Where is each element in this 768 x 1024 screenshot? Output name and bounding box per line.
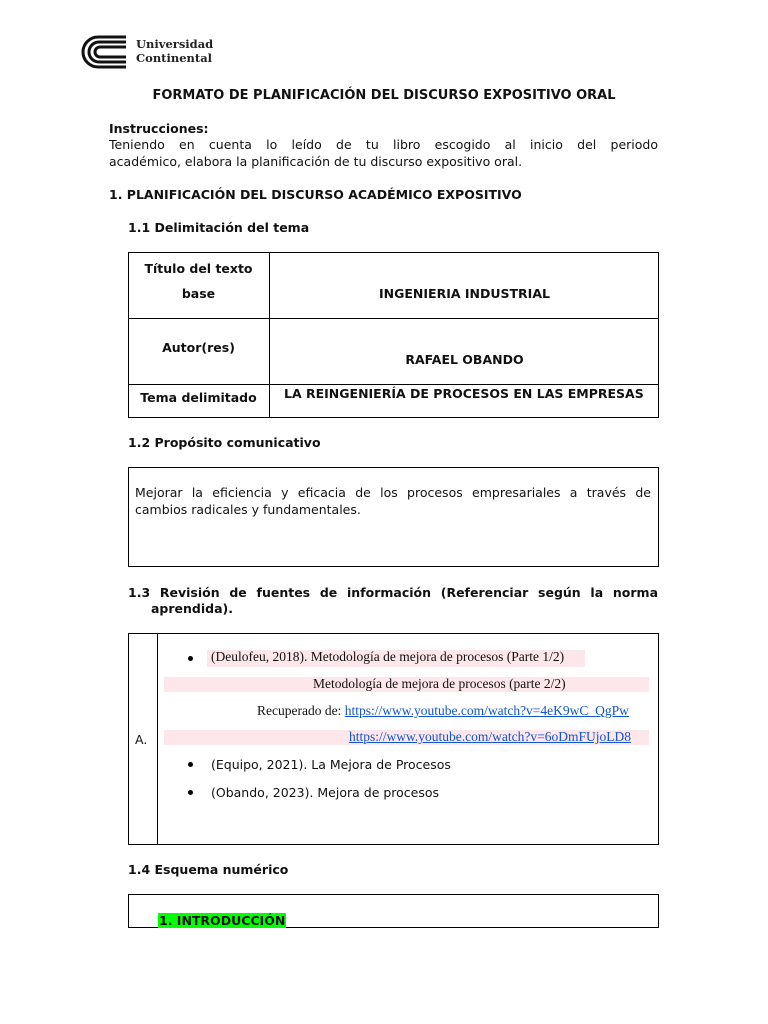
purpose-line-2: cambios radicales y fundamentales. (135, 502, 361, 517)
instructions-line-1: Teniendo en cuenta lo leído de tu libro escogido al inicio del periodo (109, 137, 658, 152)
section-1-1-heading: 1.1 Delimitación del tema (128, 220, 310, 235)
section-1-2-heading: 1.2 Propósito comunicativo (128, 435, 321, 450)
logo-text (136, 37, 213, 65)
label-titulo-a: Título del texto (144, 261, 253, 276)
sources-table-divider (157, 633, 158, 845)
label-tema: Tema delimitado (140, 390, 257, 405)
bullet-icon (188, 656, 193, 661)
reference-1-continued: Metodología de mejora de procesos (parte 2/2) (313, 676, 566, 691)
bullet-icon (188, 762, 193, 767)
sources-row-label: A. (135, 732, 148, 747)
instructions-line-2: académico, elabora la planificación de tu discurso expositivo oral. (109, 154, 523, 169)
topic-table-row-line-2 (128, 384, 659, 385)
logo-line-2: Continental (136, 51, 213, 65)
logo-line-1: Universidad (136, 37, 214, 51)
outline-item-1 (158, 910, 286, 929)
section-1-3-heading-line-1: 1.3 Revisión de fuentes de información (Referenciar según la norma (128, 585, 658, 600)
section-1-heading: 1. PLANIFICACIÓN DEL DISCURSO ACADÉMICO EXPOSITIVO (109, 187, 522, 202)
recuperado-label: Recuperado de: (257, 703, 345, 718)
reference-2: (Equipo, 2021). La Mejora de Procesos (211, 757, 451, 772)
link-youtube-1[interactable]: https://www.youtube.com/watch?v=4eK9wC_QgPw (344, 703, 629, 718)
label-titulo-b: base (181, 286, 216, 301)
value-tema: LA REINGENIERÍA DE PROCESOS EN LAS EMPRESAS (284, 386, 644, 401)
section-1-4-heading: 1.4 Esquema numérico (128, 862, 289, 877)
topic-table-divider (269, 252, 270, 418)
topic-table-row-line-1 (128, 318, 659, 319)
link-youtube-2[interactable]: https://www.youtube.com/watch?v=6oDmFUjoLD8 (349, 729, 631, 744)
document-title: FORMATO DE PLANIFICACIÓN DEL DISCURSO EXPOSITIVO ORAL (152, 88, 616, 103)
label-autor: Autor(res) (162, 340, 235, 355)
reference-1: (Deulofeu, 2018). Metodología de mejora de procesos (Parte 1/2) (211, 649, 565, 664)
university-logo (80, 34, 220, 70)
bullet-icon (188, 790, 193, 795)
recuperado-line (257, 703, 629, 719)
reference-3: (Obando, 2023). Mejora de procesos (211, 785, 440, 800)
value-autor: RAFAEL OBANDO (405, 352, 524, 367)
section-1-3-heading-line-2: aprendida). (151, 601, 234, 616)
purpose-box (128, 467, 659, 567)
continental-logo-icon (80, 34, 128, 70)
outline-item-1-text: 1. INTRODUCCIÓN (159, 913, 286, 928)
value-titulo: INGENIERIA INDUSTRIAL (379, 286, 550, 301)
purpose-line-1: Mejorar la eficiencia y eficacia de los procesos empresariales a través de (135, 485, 651, 500)
instructions-label: Instrucciones: (109, 121, 209, 136)
